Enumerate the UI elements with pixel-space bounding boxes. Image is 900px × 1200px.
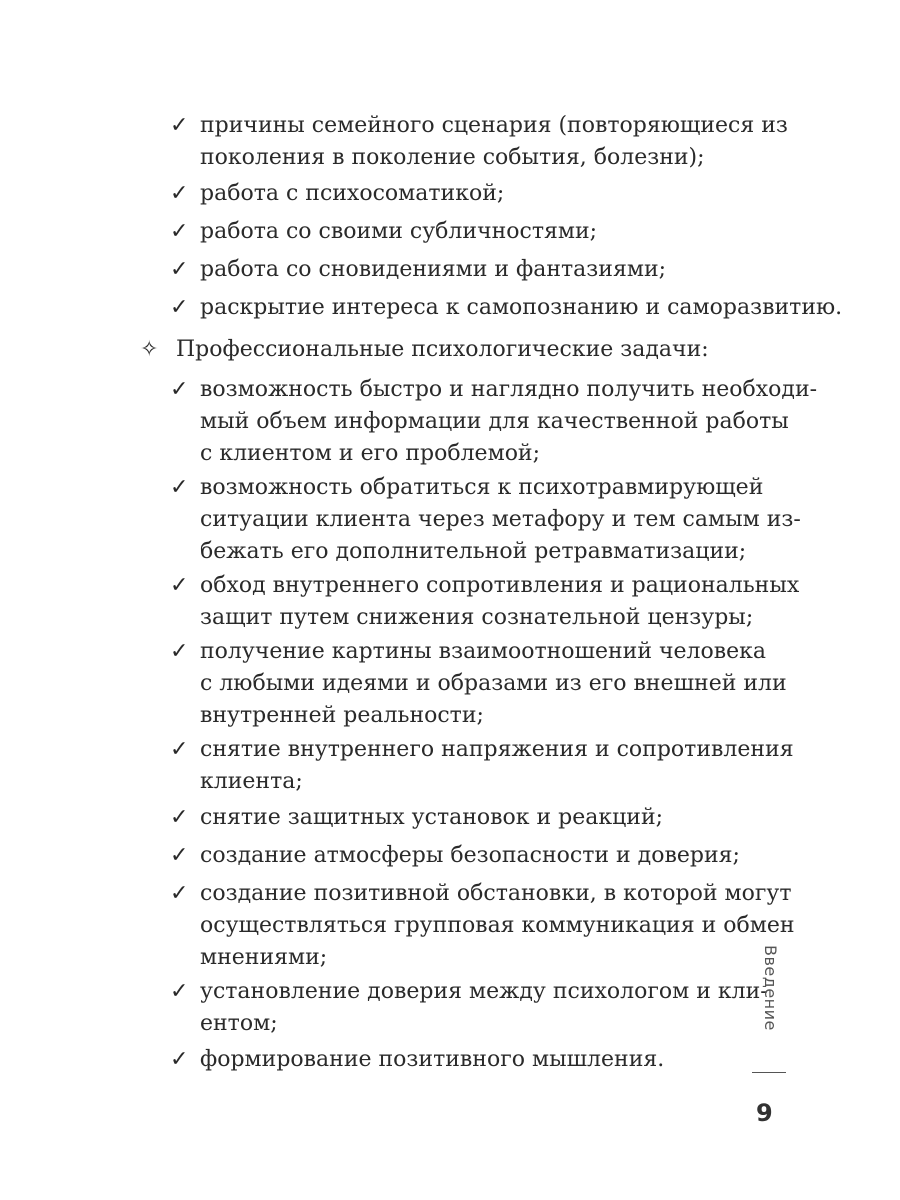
list-item: [200, 570, 799, 634]
check-icon: ✓: [170, 573, 189, 598]
list-item-line: обход внутреннего сопротивления и рациональных: [200, 573, 800, 598]
list-item: [200, 110, 788, 174]
section-label: Введение: [761, 945, 780, 1031]
list-item-line: клиента;: [200, 769, 303, 794]
list-item-line: возможность обратиться к психотравмирующей: [200, 475, 764, 500]
check-icon: ✓: [170, 219, 189, 244]
check-icon: ✓: [170, 377, 189, 402]
list-item: [200, 976, 768, 1040]
check-icon: ✓: [170, 475, 189, 500]
check-icon: ✓: [170, 639, 189, 664]
list-item-line: установление доверия между психологом и кли-: [200, 979, 768, 1004]
list-item: [200, 472, 801, 568]
list-item-line: поколения в поколение события, болезни);: [200, 145, 705, 170]
list-item-line: защит путем снижения сознательной цензуры;: [200, 605, 754, 630]
list-item-line: получение картины взаимоотношений человека: [200, 639, 767, 664]
check-icon: ✓: [170, 805, 189, 830]
list-item-line: формирование позитивного мышления.: [200, 1047, 665, 1072]
list-item: [200, 1044, 664, 1076]
list-item-line: бежать его дополнительной ретравматизации;: [200, 539, 747, 564]
check-icon: ✓: [170, 113, 189, 138]
list-item-line: снятие внутреннего напряжения и сопротивления: [200, 737, 794, 762]
list-item: [200, 840, 740, 872]
check-icon: ✓: [170, 295, 189, 320]
list-item-line: мый объем информации для качественной работы: [200, 409, 789, 434]
star-bullet-icon: ✧: [140, 337, 159, 362]
list-item-line: работа со своими субличностями;: [200, 219, 598, 244]
check-icon: ✓: [170, 737, 189, 762]
list-item: [200, 254, 666, 286]
list-item-line: ентом;: [200, 1011, 278, 1036]
list-item-line: работа с психосоматикой;: [200, 181, 505, 206]
check-icon: ✓: [170, 257, 189, 282]
list-item: [200, 636, 787, 732]
list-item-line: с любыми идеями и образами из его внешней или: [200, 671, 787, 696]
list-item: [200, 216, 597, 248]
check-icon: ✓: [170, 843, 189, 868]
list-item: [200, 178, 504, 210]
section-heading: Профессиональные психологические задачи:: [176, 337, 709, 362]
list-item-line: с клиентом и его проблемой;: [200, 441, 541, 466]
check-icon: ✓: [170, 881, 189, 906]
list-item-line: ситуации клиента через метафору и тем самым из-: [200, 507, 801, 532]
check-icon: ✓: [170, 1047, 189, 1072]
check-icon: ✓: [170, 181, 189, 206]
list-item: [200, 802, 663, 834]
check-icon: ✓: [170, 979, 189, 1004]
list-item-line: работа со сновидениями и фантазиями;: [200, 257, 667, 282]
list-item-line: внутренней реальности;: [200, 703, 484, 728]
list-item: [200, 734, 794, 798]
margin-divider: [752, 1072, 786, 1073]
page-number: 9: [756, 1099, 773, 1127]
list-item: [200, 292, 842, 324]
list-item-line: создание позитивной обстановки, в которой могут: [200, 881, 792, 906]
list-item: [200, 878, 795, 974]
list-item-line: раскрытие интереса к самопознанию и саморазвитию.: [200, 295, 843, 320]
list-item-line: создание атмосферы безопасности и доверия;: [200, 843, 740, 868]
list-item-line: возможность быстро и наглядно получить необходи-: [200, 377, 818, 402]
list-item-line: мнениями;: [200, 945, 328, 970]
list-item-line: осуществляться групповая коммуникация и обмен: [200, 913, 795, 938]
list-item-line: снятие защитных установок и реакций;: [200, 805, 664, 830]
list-item: [200, 374, 817, 470]
list-item-line: причины семейного сценария (повторяющиеся из: [200, 113, 788, 138]
